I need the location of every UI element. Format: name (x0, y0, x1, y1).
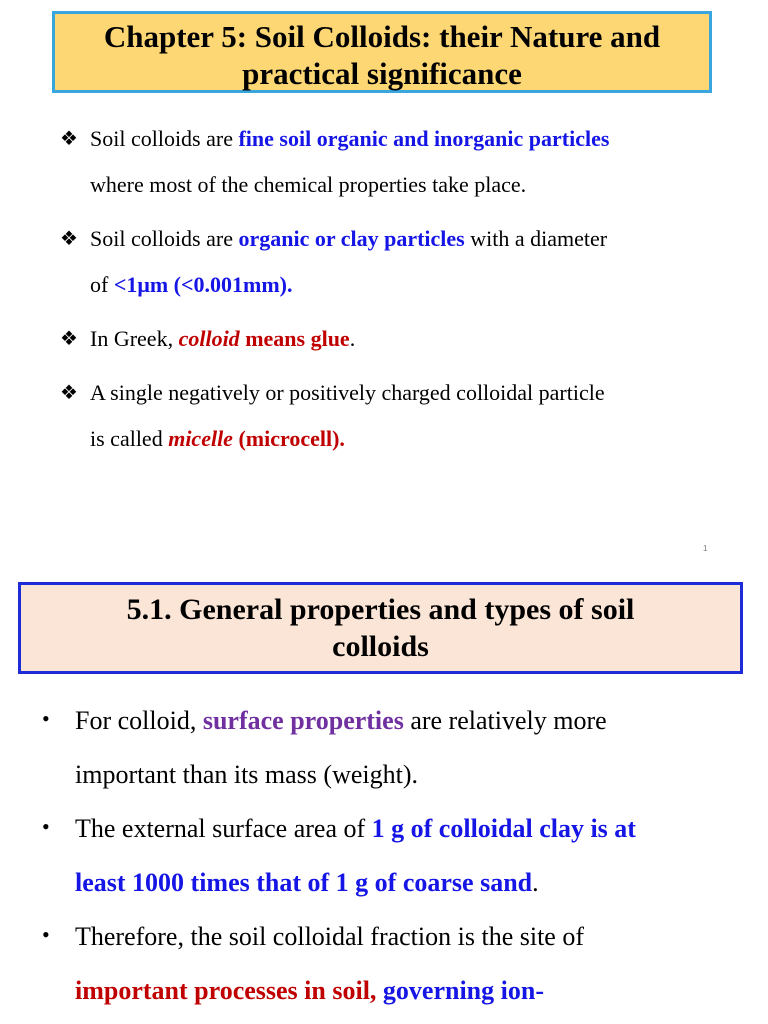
slide-2-title (18, 582, 743, 674)
slide-1-bullet-2: ❖ Soil colloids are organic or clay particles with a diameter of <1μm (<0.001mm). (60, 216, 740, 308)
slide-2 (0, 562, 768, 1024)
diamond-bullet-icon: ❖ (60, 382, 78, 404)
diamond-bullet-icon: ❖ (60, 128, 78, 150)
slide-1-title-line-1: Chapter 5: Soil Colloids: their Nature and (103, 19, 661, 54)
slide-2-title-line-2: colloids (332, 630, 429, 663)
slide-number: 1 (703, 544, 708, 553)
slide-1-bullet-list (60, 116, 740, 470)
slide-2-bullet-2: • The external surface area of 1 g of colloidal clay is at least 1000 times that of 1 g of coarse sand. (40, 802, 760, 910)
slide-1-title (52, 11, 712, 93)
slide-2-title-line-1: 5.1. General properties and types of soil (126, 593, 635, 626)
slide-1-title-line-2: practical significance (242, 56, 522, 91)
slide-1-bullet-4: ❖ A single negatively or positively charged colloidal particle is called micelle (microcell). (60, 370, 740, 462)
diamond-bullet-icon: ❖ (60, 328, 78, 350)
slide-2-bullet-list (40, 694, 760, 1018)
slide-1-bullet-3: ❖ In Greek, colloid means glue. (60, 316, 740, 362)
round-bullet-icon: • (42, 814, 50, 839)
round-bullet-icon: • (42, 706, 50, 731)
diamond-bullet-icon: ❖ (60, 228, 78, 250)
round-bullet-icon: • (42, 922, 50, 947)
slide-1-bullet-1: ❖ Soil colloids are fine soil organic and inorganic particles where most of the chemical properties take place. (60, 116, 740, 208)
slide-2-bullet-1: • For colloid, surface properties are relatively more important than its mass (weight). (40, 694, 760, 802)
slide-2-bullet-3: • Therefore, the soil colloidal fraction is the site of important processes in soil, governing ion- (40, 910, 760, 1018)
